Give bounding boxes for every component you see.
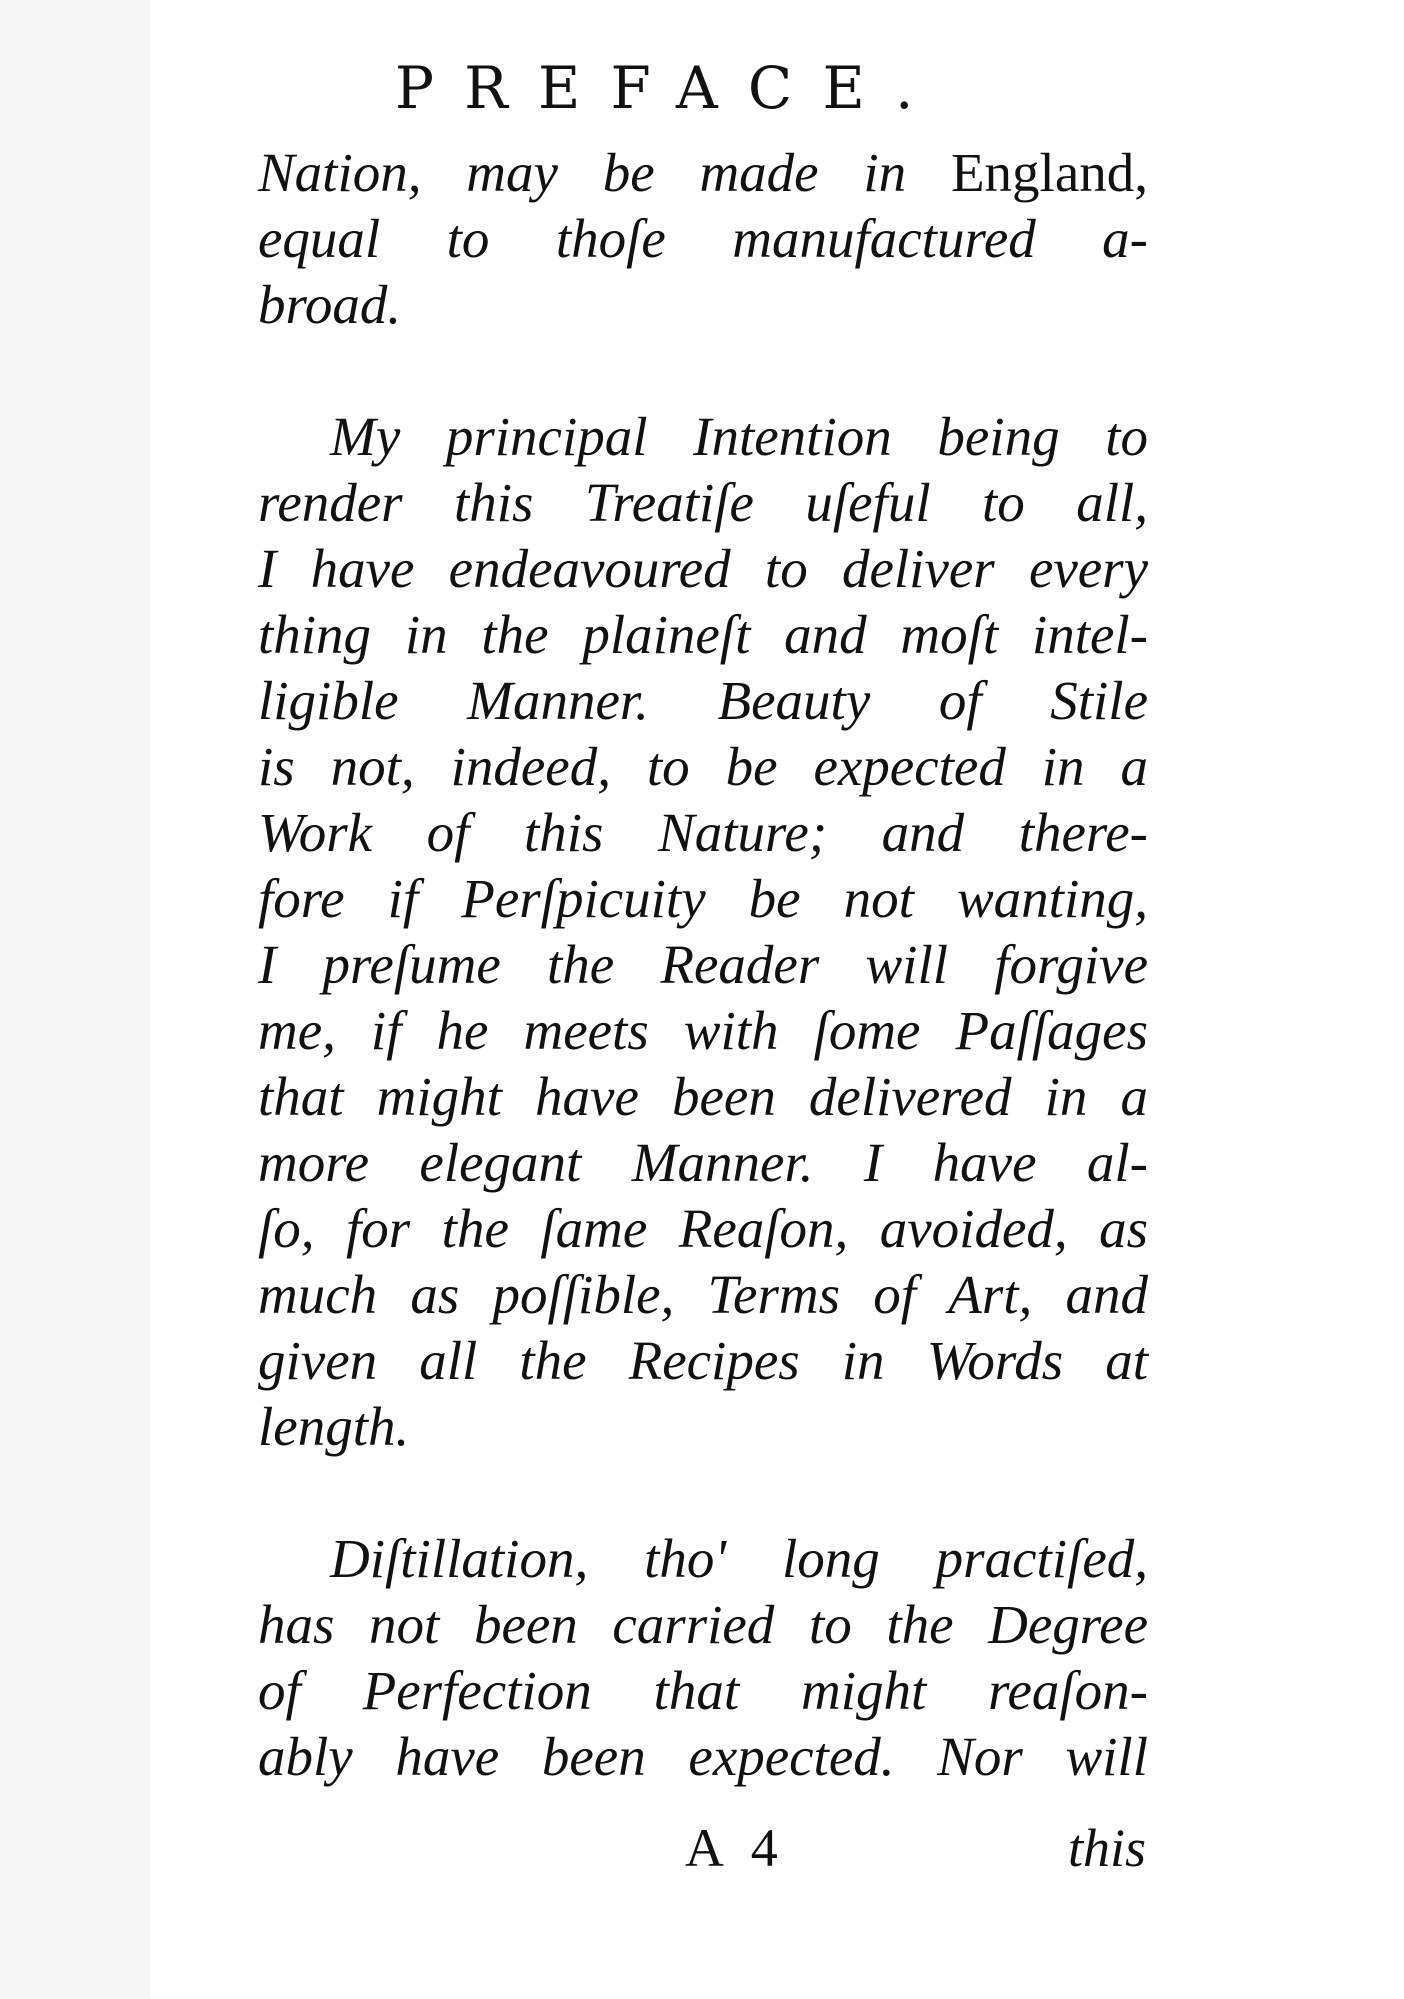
text-line: I preſume the Reader will forgive [258,934,1148,995]
text-line: Diſtillation, tho' long practiſed, [330,1528,1148,1589]
text-line: ably have been expected. Nor will [258,1726,1148,1787]
text-line: ſo, for the ſame Reaſon, avoided, as [258,1198,1148,1259]
signature-mark: A 4 [685,1818,786,1878]
text-line: more elegant Manner. I have al- [258,1132,1148,1193]
text-line: is not, indeed, to be expected in a [258,736,1148,797]
text-line: length. [258,1396,410,1457]
text-line: me, if he meets with ſome Paſſages [258,1000,1148,1061]
text-line: of Perfection that might reaſon- [258,1660,1148,1721]
text-line: has not been carried to the Degree [258,1594,1148,1655]
text-line: Nation, may be made in England, [258,142,1148,203]
catchword: this [1068,1818,1147,1878]
text-line: render this Treatiſe uſeful to all, [258,472,1148,533]
text-line: that might have been delivered in a [258,1066,1148,1127]
text-line: much as poſſible, Terms of Art, and [258,1264,1148,1325]
text-line: thing in the plaineſt and moſt intel- [258,604,1148,665]
text-line: given all the Recipes in Words at [258,1330,1148,1391]
text-line: ligible Manner. Beauty of Stile [258,670,1148,731]
text-line: I have endeavoured to deliver every [258,538,1148,599]
text-line: equal to thoſe manufactured a- [258,208,1148,269]
text-line: broad. [258,274,402,335]
text-line: Work of this Nature; and there- [258,802,1148,863]
text-line: My principal Intention being to [330,406,1148,467]
text-line: fore if Perſpicuity be not wanting, [258,868,1148,929]
page-title: PREFACE. [395,54,944,122]
